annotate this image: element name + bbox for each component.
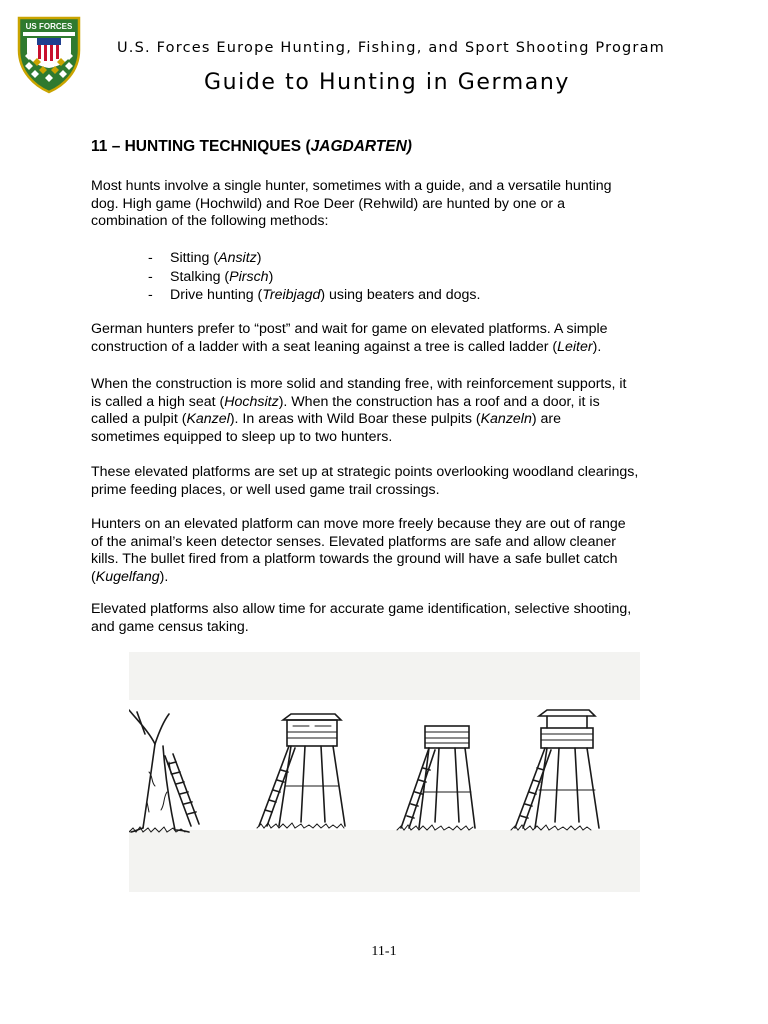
- line-italic: Kugelfang: [95, 568, 160, 585]
- section-heading: [91, 138, 412, 156]
- paragraph-strategic-points: [91, 464, 691, 499]
- line-text: ). When the construction has a roof and a door, it is: [278, 393, 600, 410]
- para-line: prime feeding places, or well used game trail crossings.: [91, 481, 440, 498]
- guide-title: Guide to Hunting in Germany: [203, 70, 571, 95]
- page-number: 11-1: [371, 944, 397, 959]
- para-line: [91, 411, 691, 429]
- list-item: [148, 268, 480, 287]
- line-text: ).: [592, 338, 602, 355]
- list-item: [148, 286, 480, 305]
- heading-italic: JAGDARTEN): [310, 138, 412, 155]
- paragraph-intro: [91, 178, 691, 231]
- para-line: Hunters on an elevated platform can move more freely because they are out of range: [91, 516, 626, 532]
- paragraph-safety: [91, 516, 691, 586]
- paragraph-high-seat: [91, 376, 691, 446]
- paragraph-posting: [91, 321, 691, 356]
- dash: -: [148, 287, 153, 303]
- item-text: ): [256, 250, 262, 266]
- item-italic: Ansitz: [218, 250, 257, 266]
- dash: -: [148, 268, 153, 285]
- para-line: [91, 569, 691, 587]
- line-text: called a pulpit (: [91, 411, 187, 427]
- line-text: construction of a ladder with a seat leaning against a tree is called ladder (: [91, 338, 558, 355]
- methods-list: [148, 249, 480, 305]
- list-item: [148, 249, 480, 268]
- para-line: These elevated platforms are set up at strategic points overlooking woodland clearings,: [91, 464, 639, 480]
- dash: -: [148, 250, 153, 266]
- para-line: dog. High game (Hochwild) and Roe Deer (Rehwild) are hunted by one or a: [91, 195, 565, 212]
- paragraph-identification: [91, 601, 691, 636]
- program-title: U.S. Forces Europe Hunting, Fishing, and Sport Shooting Program: [116, 40, 665, 56]
- item-italic: Treibjagd: [262, 287, 321, 303]
- logo-text: US FORCES: [25, 22, 73, 31]
- para-line: and game census taking.: [91, 618, 249, 635]
- para-line: of the animal’s keen detector senses. Elevated platforms are safe and allow cleaner: [91, 533, 616, 550]
- para-line: [91, 339, 691, 357]
- item-italic: Pirsch: [229, 268, 269, 285]
- line-italic: Leiter: [557, 338, 593, 355]
- line-text: is called a high seat (: [91, 393, 225, 410]
- line-text: (: [91, 568, 96, 585]
- line-text: ). In areas with Wild Boar these pulpits (: [229, 411, 481, 427]
- para-line: Elevated platforms also allow time for accurate game identification, selective shooting,: [91, 601, 632, 617]
- item-text: Sitting (: [170, 250, 219, 266]
- line-text: ).: [159, 568, 169, 585]
- para-line: sometimes equipped to sleep up to two hunters.: [91, 428, 393, 445]
- item-text: ) using beaters and dogs.: [320, 287, 481, 303]
- item-text: ): [268, 268, 274, 285]
- para-line: When the construction is more solid and standing free, with reinforcement supports, it: [91, 376, 627, 392]
- line-italic: Kanzel: [186, 411, 230, 427]
- item-text: Stalking (: [170, 268, 230, 285]
- para-line: combination of the following methods:: [91, 213, 329, 229]
- heading-prefix: 11 – HUNTING TECHNIQUES (: [91, 138, 311, 155]
- line-text: ) are: [531, 411, 562, 427]
- para-line: kills. The bullet fired from a platform towards the ground will have a safe bullet catch: [91, 551, 618, 567]
- line-italic: Kanzeln: [480, 411, 532, 427]
- platforms-illustration: [129, 652, 640, 892]
- para-line: Most hunts involve a single hunter, sometimes with a guide, and a versatile hunting: [91, 178, 612, 194]
- item-text: Drive hunting (: [170, 287, 263, 303]
- line-italic: Hochsitz: [224, 393, 279, 410]
- para-line: [91, 394, 691, 412]
- para-line: German hunters prefer to “post” and wait for game on elevated platforms. A simple: [91, 321, 608, 337]
